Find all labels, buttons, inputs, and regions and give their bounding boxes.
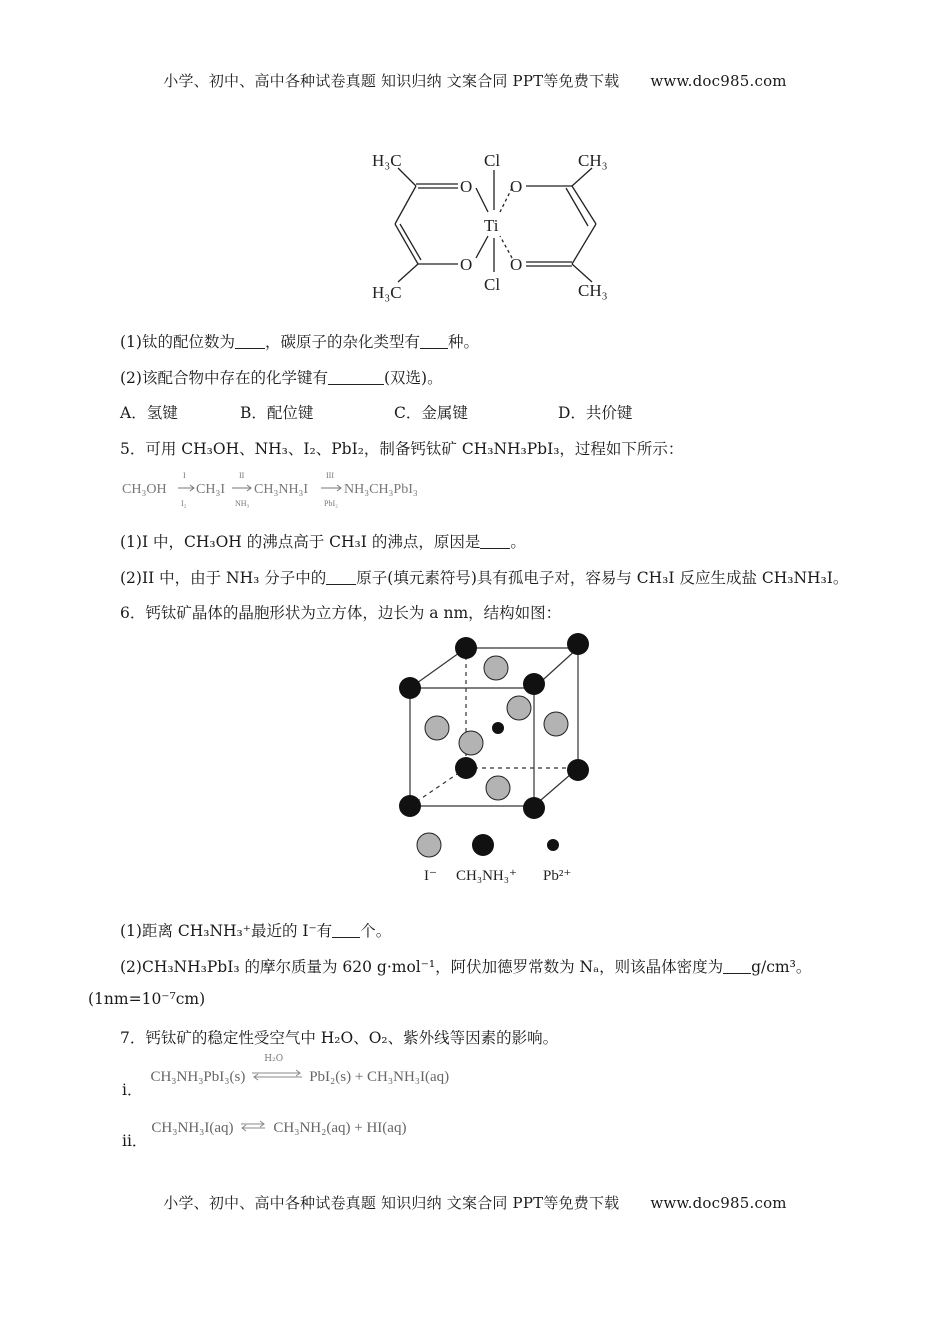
lead-ion (492, 722, 504, 734)
q7-eq-i (122, 1054, 450, 1100)
iodide-ion (459, 731, 483, 755)
answer-blank[interactable] (326, 569, 356, 586)
q7-eq-ii-arrow (238, 1119, 268, 1133)
option-c[interactable]: C．金属键 (394, 404, 468, 422)
header-url: www.doc985.com (650, 72, 787, 90)
q6-part2-text-a: (2)CH₃NH₃PbI₃ 的摩尔质量为 620 g·mol⁻¹，阿伏加德罗常数为 Nₐ，则该晶体密度为 (120, 958, 724, 976)
q4-part1-text-c: 种。 (447, 333, 479, 351)
label-ti: Ti (484, 216, 499, 235)
q4-part1-text-b: ，碳原子的杂化类型有 (264, 333, 420, 351)
q5-stem: 5．可用 CH₃OH、NH₃、I₂、PbI₂，制备钙钛矿 CH₃NH₃PbI₃，过程如下所示： (120, 440, 684, 458)
q5-part1-text-a: (1)I 中，CH₃OH 的沸点高于 CH₃I 的沸点，原因是 (120, 533, 481, 551)
q5-part2-text-a: (2)II 中，由于 NH₃ 分子中的 (120, 569, 327, 587)
legend-iodide-marker (417, 833, 441, 857)
legend-iodide-label: I⁻ (424, 868, 437, 884)
q5-part1-text-b: 。 (510, 533, 526, 551)
methylammonium-ion (399, 795, 421, 817)
q4-part1 (120, 330, 479, 352)
q7-eq-i-label: i． (122, 1081, 143, 1099)
q4-part1-text-a: (1)钛的配位数为 (120, 333, 235, 351)
q4-part2-text-b: (双选)。 (383, 369, 443, 387)
q5-part1 (120, 530, 526, 552)
q7-eq-ii (122, 1118, 406, 1151)
scheme-r3-top: III (326, 471, 334, 480)
q6-part2-text-b: g/cm³。 (751, 958, 812, 976)
q7-eq-ii-left: CH₃NH₃I(aq) (151, 1120, 234, 1136)
q6-note: (1nm=10⁻⁷cm) (88, 990, 206, 1008)
scheme-r2-bot: NH₃ (235, 499, 250, 508)
q4-part2-text-a: (2)该配合物中存在的化学键有 (120, 369, 328, 387)
methylammonium-ion (455, 637, 477, 659)
q7-eq-i-right: PbI₂(s) + CH₃NH₃I(aq) (309, 1069, 450, 1085)
q7-eq-i-left: CH₃NH₃PbI₃(s) (150, 1069, 246, 1085)
label-h3c-bot: H₃C (372, 283, 402, 302)
iodide-ion (484, 656, 508, 680)
q7-eq-i-arrow (250, 1054, 304, 1084)
answer-blank[interactable] (480, 533, 510, 550)
q5-part2 (120, 566, 848, 588)
scheme-s4: NH₃CH₃PbI₃ (344, 482, 418, 497)
q7-stem: 7．钙钛矿的稳定性受空气中 H₂O、O₂、紫外线等因素的影响。 (120, 1029, 559, 1047)
methylammonium-ion (399, 677, 421, 699)
scheme-s3: CH₃NH₃I (254, 482, 309, 497)
iodide-ion (507, 696, 531, 720)
label-o3: O (460, 255, 473, 274)
q6-part1 (120, 919, 391, 941)
label-ch3-top: CH₃ (578, 151, 608, 170)
footer-text: 小学、初中、高中各种试卷真题 知识归纳 文案合同 PPT等免费下载 (163, 1194, 620, 1212)
scheme-r1-top: I (183, 471, 186, 480)
legend-lead-label: Pb²⁺ (543, 868, 572, 884)
q7-eq-ii-right: CH₃NH₂(aq) + HI(aq) (273, 1120, 407, 1136)
scheme-r1-bot: I₂ (181, 499, 187, 508)
footer-url: www.doc985.com (650, 1194, 787, 1212)
iodide-ion (486, 776, 510, 800)
header-text: 小学、初中、高中各种试卷真题 知识归纳 文案合同 PPT等免费下载 (163, 72, 620, 90)
iodide-ion (544, 712, 568, 736)
label-ch3-bot: CH₃ (578, 281, 608, 300)
page-footer (0, 1192, 950, 1213)
scheme-r2-top: II (239, 471, 245, 480)
q7-eq-i-condition: H₂O (264, 1054, 284, 1064)
q5-part2-text-b: 原子(填元素符号)具有孤电子对，容易与 CH₃I 反应生成盐 CH₃NH₃I。 (356, 569, 849, 587)
q6-part1-text-a: (1)距离 CH₃NH₃⁺最近的 I⁻有 (120, 922, 333, 940)
label-cl-top: Cl (484, 151, 501, 170)
methylammonium-ion (567, 633, 589, 655)
answer-blank[interactable] (332, 922, 360, 939)
q6-part2 (120, 955, 811, 977)
methylammonium-ion (567, 759, 589, 781)
q6-part1-text-b: 个。 (360, 922, 392, 940)
answer-blank[interactable] (723, 958, 751, 975)
q4-part2 (120, 366, 443, 388)
answer-blank[interactable] (328, 369, 384, 386)
q7-eq-ii-label: ii． (122, 1132, 148, 1150)
iodide-ion (425, 716, 449, 740)
legend-methylammonium-marker (472, 834, 494, 856)
q5-reaction-scheme (118, 466, 448, 508)
methylammonium-ion (523, 673, 545, 695)
methylammonium-ion (523, 797, 545, 819)
legend-lead-marker (547, 839, 559, 851)
label-o2: O (510, 177, 523, 196)
label-cl-bot: Cl (484, 275, 501, 294)
label-h3c-top: H₃C (372, 151, 402, 170)
page-header (0, 70, 950, 91)
q4-options (120, 401, 632, 423)
option-b[interactable]: B．配位键 (240, 404, 314, 422)
answer-blank[interactable] (420, 333, 448, 350)
ti-complex-structure (360, 140, 630, 310)
scheme-s2: CH₃I (196, 482, 225, 497)
scheme-s1: CH₃OH (122, 482, 167, 497)
q6-stem: 6．钙钛矿晶体的晶胞形状为立方体，边长为 a nm，结构如图： (120, 604, 562, 622)
scheme-r3-bot: PbI₂ (324, 499, 338, 508)
answer-blank[interactable] (235, 333, 265, 350)
label-o4: O (510, 255, 523, 274)
option-d[interactable]: D．共价键 (558, 404, 633, 422)
perovskite-unit-cell (390, 630, 610, 890)
option-a[interactable]: A．氢键 (120, 404, 178, 422)
label-o1: O (460, 177, 473, 196)
methylammonium-ion (455, 757, 477, 779)
legend-methylammonium-label: CH₃NH₃⁺ (456, 868, 517, 884)
